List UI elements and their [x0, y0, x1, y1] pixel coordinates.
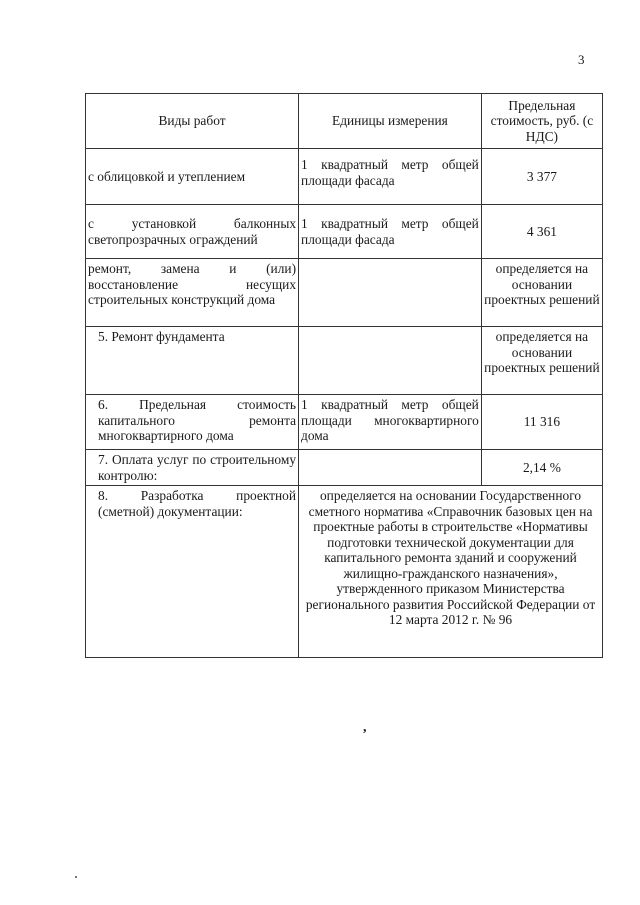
- row-2-units: 1 квадратный метр общей площади фасада: [299, 205, 482, 259]
- page-number: 3: [578, 52, 585, 67]
- row-6-units: [299, 450, 482, 486]
- table-row: [86, 149, 603, 205]
- row-3-units: [299, 259, 482, 327]
- row-7-merged-cost: определяется на основании Государственного сметного норматива «Справочник базовых цен на проектные работы в строительстве «Нормативы подготовки технической документации для капитального ремонта зданий и сооружений жилищно-гражданского назначения», утвержденного приказом Министерства регионального развития Российской Федерации от 12 марта 2012 г. № 96: [299, 486, 603, 658]
- price-table: [85, 93, 603, 658]
- row-1-units: 1 квадратный метр общей площади фасада: [299, 149, 482, 205]
- table-row: [86, 395, 603, 450]
- table-row: [86, 327, 603, 395]
- row-4-cost: определяется на основании проектных решений: [481, 327, 602, 395]
- header-work-type: Виды работ: [86, 94, 299, 149]
- row-3-work-type: ремонт, замена и (или) восстановление несущих строительных конструкций дома: [86, 259, 299, 327]
- row-4-work-type: 5. Ремонт фундамента: [86, 327, 299, 395]
- table-row: [86, 486, 603, 658]
- table-row: [86, 205, 603, 259]
- row-7-work-type: 8. Разработка проектной (сметной) документации:: [86, 486, 299, 658]
- table-row: [86, 259, 603, 327]
- header-units: Единицы измерения: [299, 94, 482, 149]
- row-2-work-type: с установкой балконных светопрозрачных ограждений: [86, 205, 299, 259]
- row-6-cost: 2,14 %: [481, 450, 602, 486]
- row-5-cost: 11 316: [481, 395, 602, 450]
- header-max-cost: Предельная стоимость, руб. (с НДС): [481, 94, 602, 149]
- row-5-work-type: 6. Предельная стоимость капитального ремонта многоквартирного дома: [86, 395, 299, 450]
- table-header-row: [86, 94, 603, 149]
- row-1-cost: 3 377: [481, 149, 602, 205]
- table-row: [86, 450, 603, 486]
- scan-speck: [75, 876, 77, 878]
- row-6-work-type: 7. Оплата услуг по строительному контролю:: [86, 450, 299, 486]
- handwritten-mark: ,: [363, 720, 367, 735]
- row-1-work-type: с облицовкой и утеплением: [86, 149, 299, 205]
- row-2-cost: 4 361: [481, 205, 602, 259]
- row-4-units: [299, 327, 482, 395]
- row-3-cost: определяется на основании проектных решений: [481, 259, 602, 327]
- row-5-units: 1 квадратный метр общей площади многоквартирного дома: [299, 395, 482, 450]
